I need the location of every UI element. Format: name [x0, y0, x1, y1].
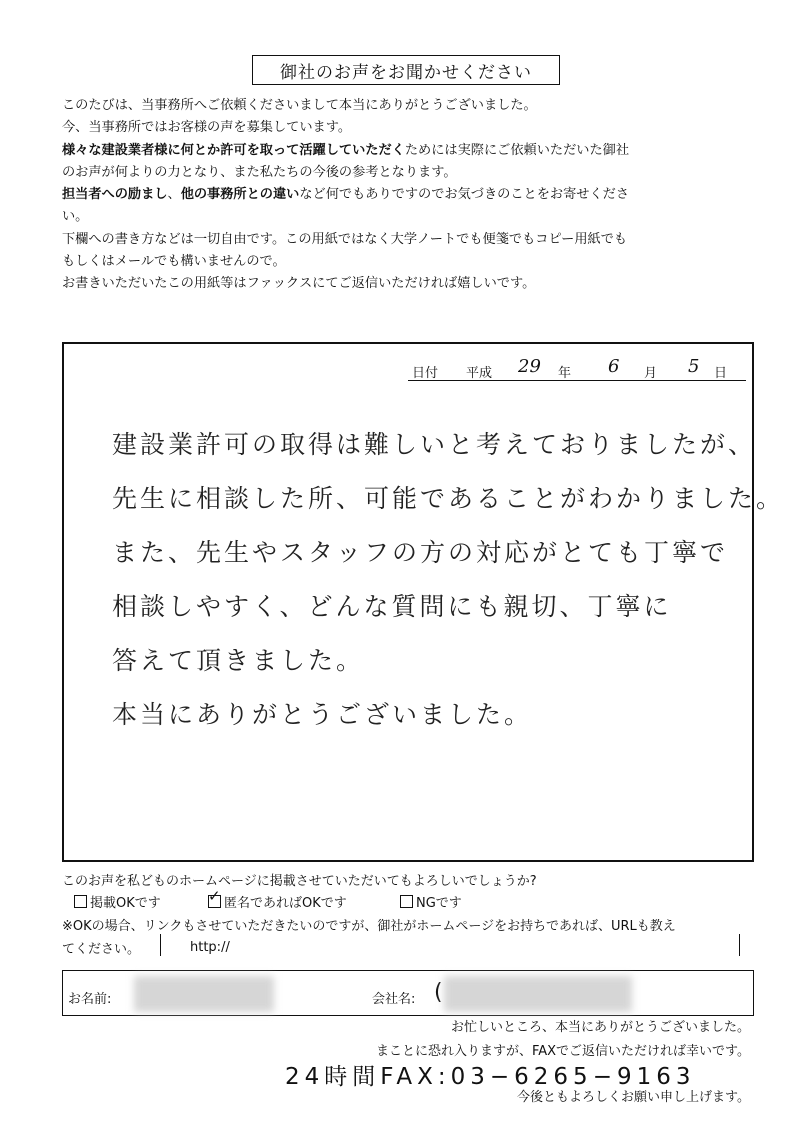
url-note: ※OKの場合、リンクもさせていただきたいのですが、御社がホームページをお持ちであれば、URLも教え — [62, 919, 676, 934]
option-label: 匿名であればOKです — [224, 896, 347, 911]
intro-line — [62, 184, 762, 206]
intro-line: 今、当事務所ではお客様の声を募集しています。 — [62, 120, 352, 136]
fax-request-text: まことに恐れ入りますが、FAXでご返信いただければ幸いです。 — [375, 1044, 750, 1059]
intro-bold: 担当者への励まし — [62, 187, 168, 203]
option-anonymous-ok[interactable] — [208, 887, 347, 911]
thanks-text: お忙しいところ、本当にありがとうございました。 — [450, 1020, 750, 1035]
date-month-unit: 月 — [644, 366, 658, 381]
date-day-unit: 日 — [714, 366, 728, 381]
date-label: 日付 — [412, 366, 439, 381]
option-publish-ok[interactable] — [74, 892, 161, 911]
intro-line: い。 — [62, 209, 89, 225]
intro-rest: ためには実際にご依頼いただいた御社 — [404, 142, 630, 158]
intro-line: のお声が何よりの力となり、また私たちの今後の参考となります。 — [62, 164, 457, 180]
option-ng[interactable] — [400, 892, 462, 911]
name-label: お名前: — [68, 992, 112, 1007]
checkbox[interactable] — [400, 895, 413, 908]
message-line: 答えて頂きました。 — [112, 646, 365, 675]
url-value: http:// — [190, 940, 230, 955]
intro-sep: 、 — [167, 187, 181, 203]
intro-line: お書きいただいたこの用紙等はファックスにてご返信いただければ嬉しいです。 — [62, 276, 536, 292]
url-field[interactable] — [160, 934, 740, 956]
intro-text — [62, 95, 762, 296]
message-line: 建設業許可の取得は難しいと考えておりましたが、 — [112, 430, 757, 459]
message-line: また、先生やスタッフの方の対応がとても丁寧で — [112, 538, 729, 567]
closing-text: 今後ともよろしくお願い申し上げます。 — [517, 1090, 750, 1105]
name-field-redacted[interactable] — [134, 976, 274, 1012]
date-month: 6 — [608, 356, 620, 377]
option-label: 掲載OKです — [90, 896, 161, 911]
intro-line — [62, 140, 762, 162]
date-year: 29 — [518, 356, 541, 377]
checkbox-checked[interactable] — [208, 887, 221, 908]
company-field-redacted[interactable] — [444, 976, 632, 1012]
intro-line: このたびは、当事務所へご依頼くださいまして本当にありがとうございました。 — [62, 98, 537, 113]
form-title-text: 御社のお声をお聞かせください — [280, 62, 532, 83]
fax-number: 24時間FAX:03−6265−9163 — [285, 1064, 696, 1090]
consent-question: このお声を私どものホームページに掲載させていただいてもよろしいでしょうか? — [62, 874, 537, 889]
form-title — [252, 55, 560, 85]
date-year-unit: 年 — [558, 366, 572, 381]
intro-bold: 様々な建設業者様に何とか許可を取って活躍していただく — [62, 142, 405, 158]
option-label: NGです — [416, 896, 462, 911]
message-line: 相談しやすく、どんな質問にも親切、丁寧に — [112, 592, 672, 621]
handwritten-message — [112, 425, 785, 749]
date-era: 平成 — [466, 366, 493, 381]
intro-rest: など何でもありですのでお気づきのことをお寄せくださ — [299, 187, 630, 203]
intro-bold: 他の事務所との違い — [180, 187, 300, 203]
checkbox[interactable] — [74, 895, 87, 908]
date-row — [408, 356, 746, 381]
url-note: てください。 — [62, 942, 141, 957]
date-day: 5 — [688, 356, 700, 377]
intro-line: もしくはメールでも構いませんので。 — [62, 254, 286, 270]
check-icon: ✓ — [208, 887, 221, 905]
message-line: 本当にありがとうございました。 — [112, 700, 533, 729]
message-line: 先生に相談した所、可能であることがわかりました。 — [112, 484, 785, 513]
company-label: 会社名: — [372, 992, 416, 1007]
company-paren: ( — [434, 980, 443, 1005]
intro-line: 下欄への書き方などは一切自由です。この用紙ではなく大学ノートでも便箋でもコピー用紙でも — [62, 231, 628, 247]
